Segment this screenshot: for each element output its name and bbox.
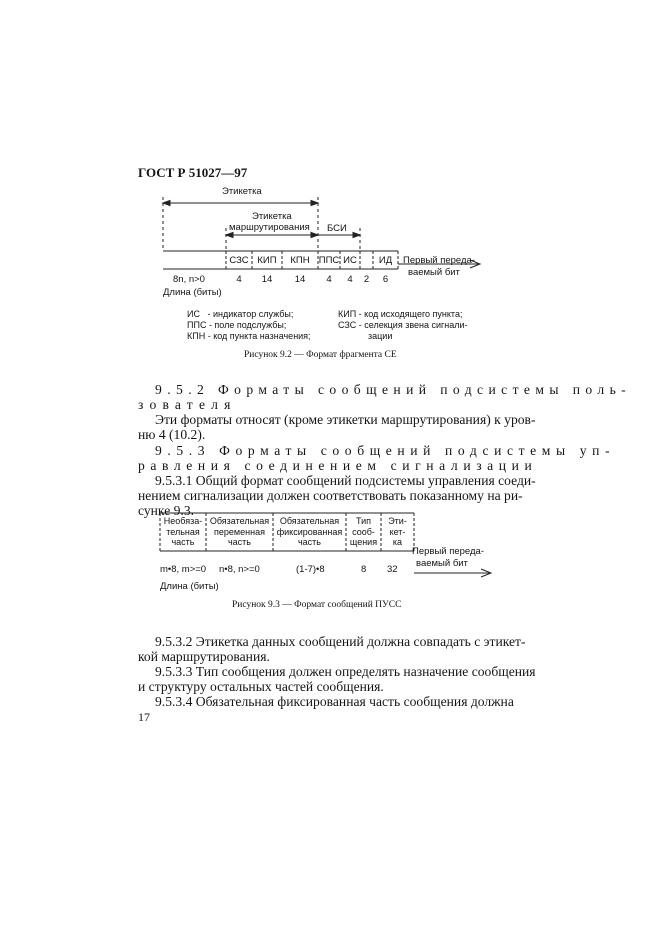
cell-mfix-l3: часть <box>297 537 321 547</box>
cell-mandatory-fixed <box>273 516 346 548</box>
bits-szs: 4 <box>236 274 242 285</box>
first-bit-line2: ваемый бит <box>408 267 460 278</box>
len-mfix: (1-7)•8 <box>296 564 325 575</box>
bits-spare: 2 <box>363 274 370 285</box>
label-bsi: БСИ <box>327 223 347 234</box>
cell-mfix-l1: Обязательная <box>279 516 340 526</box>
bits-kip: 14 <box>261 274 273 285</box>
figure-9-3-caption: Рисунок 9.3 — Формат сообщений ПУСС <box>232 600 402 610</box>
cell-label <box>381 516 414 548</box>
len-mvar: n•8, n>=0 <box>219 564 260 575</box>
para-9-5-3-1-line3: сунке 9.3. <box>138 503 195 518</box>
heading-9-5-3-line2: равления соединением сигнализации <box>138 458 538 473</box>
para-9-5-2-line1: Эти форматы относят (кроме этикетки маршрутирования) к уров- <box>155 412 536 427</box>
field-kip: КИП <box>257 255 277 266</box>
bits-pps: 4 <box>326 274 332 285</box>
para-9-5-3-3-line1: 9.5.3.3 Тип сообщения должен определять назначение сообщения <box>155 664 536 679</box>
para-9-5-3-1-line1: 9.5.3.1 Общий формат сообщений подсистемы управления соеди- <box>155 473 536 488</box>
cell-label-l3: ка <box>392 537 403 547</box>
heading-9-5-2-line2: зователя <box>138 397 237 412</box>
heading-9-5-3-line1: 9.5.3 Форматы сообщений подсистемы уп- <box>155 443 616 458</box>
length-n: 8n, n>0 <box>173 274 205 285</box>
document-header: ГОСТ Р 51027—97 <box>138 165 248 180</box>
len-optional: m•8, m>=0 <box>160 564 207 575</box>
para-9-5-3-1-line2: нением сигнализации должен соответствовать показанному на ри- <box>138 488 523 503</box>
label-routing-line1: Этикетка <box>252 211 292 222</box>
legend-pps: ППС - поле подслужбы; <box>187 320 287 330</box>
field-kpn: КПН <box>290 255 310 266</box>
cell-optional-l1: Необяза- <box>163 516 203 526</box>
first-bit-9-3-line1: Первый переда- <box>412 546 484 557</box>
cell-mvar-l2: переменная <box>214 526 265 537</box>
cell-mvar-l1: Обязательная <box>209 516 270 526</box>
field-pps: ППС <box>318 255 340 266</box>
para-9-5-3-3-line2: и структуру остальных частей сообщения. <box>138 679 384 694</box>
cell-mandatory-variable <box>206 516 273 548</box>
cell-message-type <box>346 516 381 548</box>
para-9-5-3-2-line1: 9.5.3.2 Этикетка данных сообщений должна совпадать с этикет- <box>155 634 526 649</box>
cell-label-l1: Эти- <box>388 516 407 526</box>
cell-label-l2: кет- <box>389 526 406 537</box>
field-szs: СЗС <box>229 255 249 266</box>
legend-kip: КИП - код исходящего пункта; <box>338 309 463 319</box>
bits-kpn: 14 <box>294 274 306 285</box>
len-label: 32 <box>387 564 398 575</box>
cell-optional-l2: тельная <box>166 526 200 537</box>
bits-id: 6 <box>382 274 389 285</box>
cell-type-l1: Тип <box>355 516 371 526</box>
page-number: 17 <box>138 710 150 724</box>
field-is: ИС <box>343 255 357 266</box>
field-id: ИД <box>378 255 393 266</box>
para-9-5-3-2-line2: кой маршрутирования. <box>138 649 270 664</box>
legend-szs-cont: зации <box>368 331 393 341</box>
label-etiketka: Этикетка <box>222 186 262 197</box>
heading-9-5-2-line1: 9.5.2 Форматы сообщений подсистемы поль- <box>155 382 632 397</box>
legend-kpn: КПН - код пункта назначения; <box>187 331 311 341</box>
legend-szs: СЗС - селекция звена сигнали- <box>338 320 468 330</box>
cell-type-l2: сооб- <box>352 526 375 537</box>
cell-type-l3: щения <box>349 537 378 547</box>
cell-mfix-l2: фиксированная <box>276 526 343 537</box>
bits-is: 4 <box>347 274 353 285</box>
len-type: 8 <box>361 564 367 575</box>
para-9-5-2-line2: ню 4 (10.2). <box>138 427 206 442</box>
cell-optional-l3: часть <box>171 537 195 547</box>
para-9-5-3-4-line1: 9.5.3.4 Обязательная фиксированная часть сообщения должна <box>155 694 514 709</box>
first-bit-line1: Первый переда- <box>403 255 475 266</box>
cell-mvar-l3: часть <box>227 537 251 547</box>
cell-optional <box>160 516 206 548</box>
legend-is: ИС - индикатор службы; <box>187 309 294 319</box>
length-label-9-3: Длина (биты) <box>160 581 219 592</box>
figure-9-2-caption: Рисунок 9.2 — Формат фрагмента СЕ <box>244 350 397 360</box>
length-label: Длина (биты) <box>163 287 222 298</box>
first-bit-9-3-line2: ваемый бит <box>416 558 468 569</box>
label-routing-line2: маршрутирования <box>229 222 310 233</box>
